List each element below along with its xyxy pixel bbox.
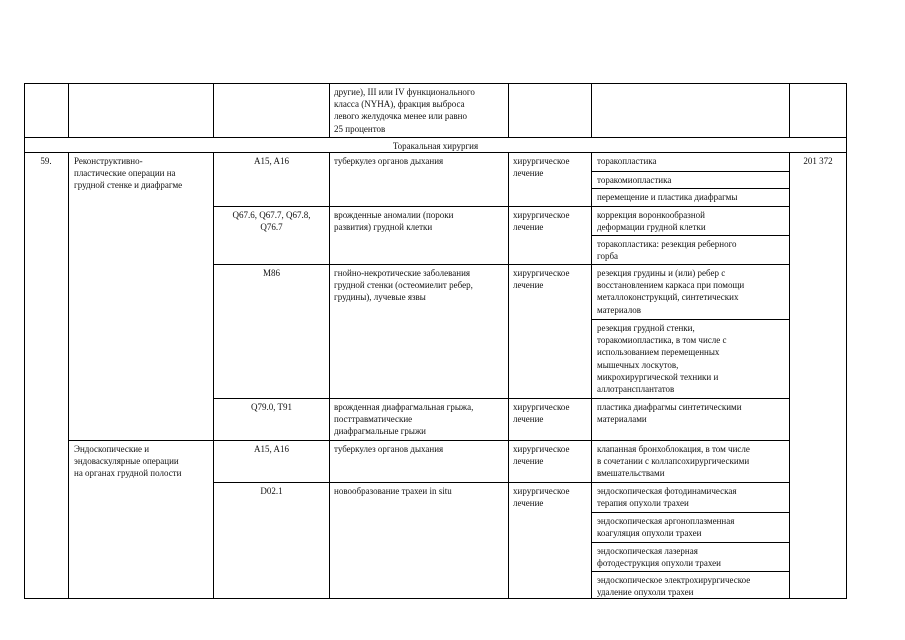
row-a3-codes: M86 bbox=[262, 268, 280, 278]
entry-number: 59. bbox=[40, 156, 52, 166]
row-a1-method-2: торакомиопластика bbox=[597, 175, 672, 185]
row-b2-treatment: хирургическое лечение bbox=[513, 486, 570, 509]
row-a3-method-1: резекция грудины и (или) ребер с восстановлением каркаса при помощи металлоконструкций, синтетических материалов bbox=[597, 268, 745, 315]
section-title: Торакальная хирургия bbox=[392, 141, 479, 151]
continued-diagnosis-text: другие), III или IV функционального класса (NYHA), фракция выброса левого желудочка менее или равно 25 процентов bbox=[334, 87, 475, 134]
row-b2-method-3: эндоскопическая лазерная фотодеструкция опухоли трахеи bbox=[597, 546, 721, 569]
row-a4-codes: Q79.0, T91 bbox=[250, 402, 293, 412]
row-b1-diagnosis: туберкулез органов дыхания bbox=[334, 444, 444, 454]
row-a1-method-3: перемещение и пластика диафрагмы bbox=[597, 192, 738, 202]
row-b1-codes: A15, A16 bbox=[253, 444, 289, 454]
row-b2-method-2: эндоскопическая аргоноплазменная коагуляция опухоли трахеи bbox=[597, 516, 735, 539]
row-a1-diagnosis: туберкулез органов дыхания bbox=[334, 156, 444, 166]
row-a4-treatment: хирургическое лечение bbox=[513, 402, 570, 425]
row-a1-method-1: торакопластика bbox=[597, 156, 657, 166]
row-a3-diagnosis: гнойно-некротические заболевания грудной стенки (остеомиелит ребер, грудины), лучевые язвы bbox=[334, 268, 473, 303]
row-a2-codes: Q67.6, Q67.7, Q67.8, Q76.7 bbox=[232, 210, 311, 233]
row-a1-treatment: хирургическое лечение bbox=[513, 156, 570, 179]
row-b2-diagnosis: новообразование трахеи in situ bbox=[334, 486, 452, 496]
row-a3-treatment: хирургическое лечение bbox=[513, 268, 570, 291]
group-b-name: Эндоскопические и эндоваскулярные операции на органах грудной полости bbox=[74, 444, 182, 479]
row-a3-method-2: резекция грудной стенки, торакомиопластика, в том числе с использованием перемещенных мышечных лоскутов, микрохирургической техники и аллотрансплантатов bbox=[597, 323, 727, 395]
row-a1-codes: A15, A16 bbox=[253, 156, 289, 166]
row-b2-codes: D02.1 bbox=[260, 486, 283, 496]
row-b1-method-1: клапанная бронхоблокация, в том числе в сочетании с коллапсохирургическими вмешательствами bbox=[597, 444, 750, 479]
row-b2-method-1: эндоскопическая фотодинамическая терапия опухоли трахеи bbox=[597, 486, 737, 509]
price-value: 201 372 bbox=[803, 156, 833, 166]
row-a4-method-1: пластика диафрагмы синтетическими материалами bbox=[597, 402, 742, 425]
row-a2-method-2: торакопластика: резекция реберного горба bbox=[597, 239, 737, 262]
group-a-name: Реконструктивно- пластические операции на грудной стенке и диафрагме bbox=[74, 156, 183, 191]
row-a2-method-1: коррекция воронкообразной деформации грудной клетки bbox=[597, 210, 706, 233]
row-a4-diagnosis: врожденная диафрагмальная грыжа, посттравматические диафрагмальные грыжи bbox=[334, 402, 474, 437]
row-a2-diagnosis: врожденные аномалии (пороки развития) грудной клетки bbox=[334, 210, 454, 233]
row-b1-treatment: хирургическое лечение bbox=[513, 444, 570, 467]
row-b2-method-4: эндоскопическое электрохирургическое удаление опухоли трахеи bbox=[597, 575, 751, 598]
row-a2-treatment: хирургическое лечение bbox=[513, 210, 570, 233]
